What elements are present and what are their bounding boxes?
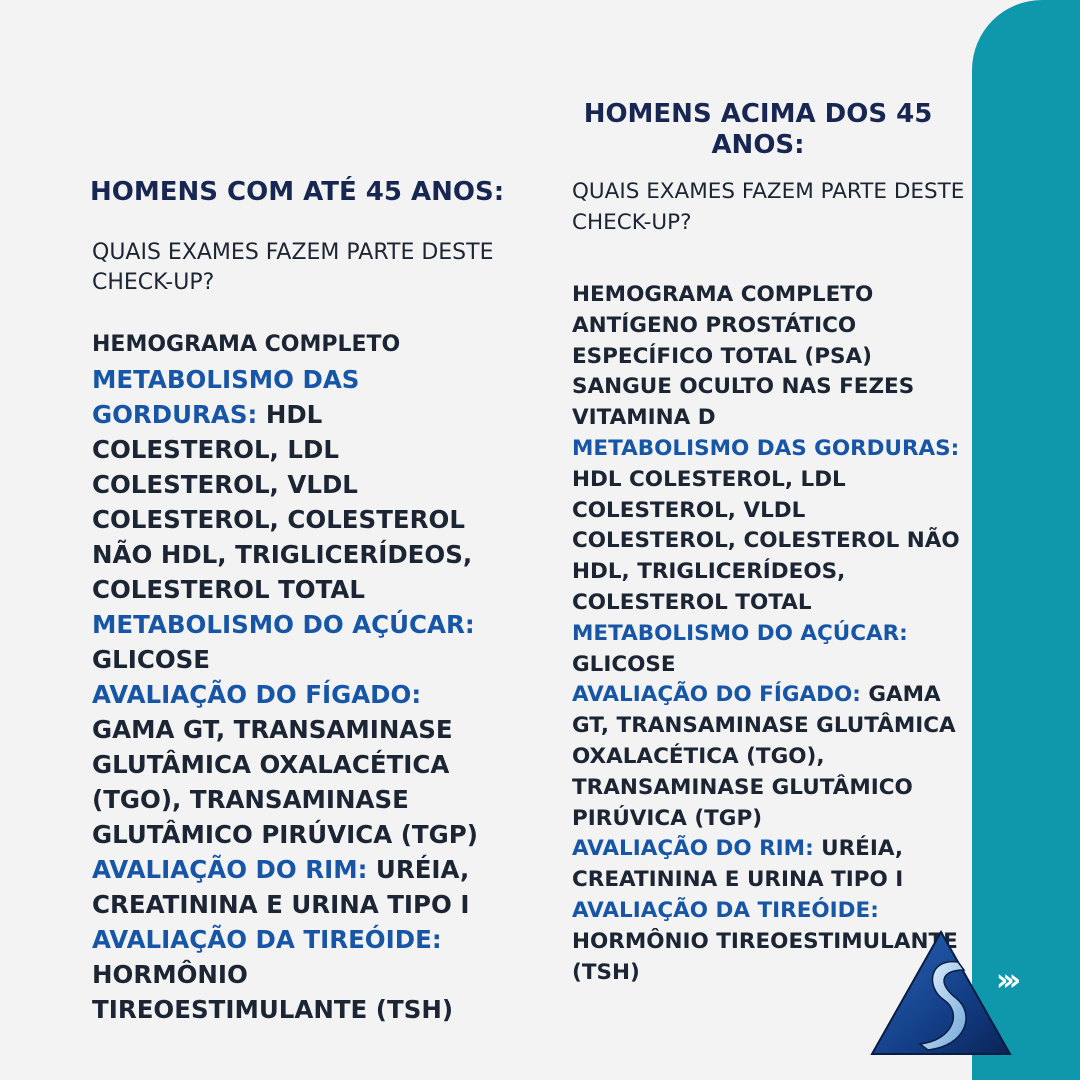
exam-figado: [92, 677, 512, 852]
left-exam-list: [92, 327, 512, 1027]
exam-rim-value: URÉIA, CREATININA E URINA TIPO I: [572, 836, 904, 893]
exam-figado-value: GAMA GT, TRANSAMINASE GLUTÂMICA OXALACÉTICA (TGO), TRANSAMINASE GLUTÂMICO PIRÚVICA (TGP): [92, 715, 478, 849]
exam-vitamina: VITAMINA D: [572, 405, 716, 431]
exam-gorduras-value: HDL COLESTEROL, LDL COLESTEROL, VLDL COLESTEROL, COLESTEROL NÃO HDL, TRIGLICERÍDEOS, COLESTEROL TOTAL: [572, 466, 960, 615]
side-panel: [972, 0, 1080, 1080]
exam-gorduras-value: HDL COLESTEROL, LDL COLESTEROL, VLDL COLESTEROL, COLESTEROL NÃO HDL, TRIGLICERÍDEOS, COLESTEROL TOTAL: [92, 400, 473, 604]
exam-tireoide: [92, 922, 512, 1027]
logo-icon: [868, 928, 1014, 1058]
exam-gorduras: [572, 434, 972, 619]
next-arrows-icon[interactable]: ›››: [996, 963, 1016, 998]
exam-figado-value: GAMA GT, TRANSAMINASE GLUTÂMICA OXALACÉTICA (TGO), TRANSAMINASE GLUTÂMICO PIRÚVICA (TGP): [572, 682, 956, 831]
exam-figado-label: AVALIAÇÃO DO FÍGADO:: [572, 682, 861, 708]
exam-tireoide-value: HORMÔNIO TIREOESTIMULANTE (TSH): [92, 960, 454, 1024]
exam-acucar-label: METABOLISMO DO AÇÚCAR:: [92, 610, 475, 639]
exam-tireoide-label: AVALIAÇÃO DA TIREÓIDE:: [92, 925, 442, 954]
exam-acucar-value: GLICOSE: [572, 651, 676, 677]
exam-rim: [92, 852, 512, 922]
exam-acucar-value: GLICOSE: [92, 645, 211, 674]
exam-gorduras-label: METABOLISMO DAS GORDURAS:: [92, 365, 360, 429]
exam-acucar: [572, 619, 972, 681]
exam-tireoide-label: AVALIAÇÃO DA TIREÓIDE:: [572, 897, 879, 923]
exam-sangue: SANGUE OCULTO NAS FEZES: [572, 374, 915, 400]
exam-figado-label: AVALIAÇÃO DO FÍGADO:: [92, 680, 422, 709]
exam-rim-label: AVALIAÇÃO DO RIM:: [572, 836, 814, 862]
right-exam-list: [572, 280, 972, 988]
exam-rim-label: AVALIAÇÃO DO RIM:: [92, 855, 368, 884]
exam-gorduras: [92, 362, 512, 607]
exam-hemograma: HEMOGRAMA COMPLETO: [572, 282, 874, 307]
right-question: QUAIS EXAMES FAZEM PARTE DESTE CHECK-UP?: [572, 179, 965, 235]
exam-tireoide-value: HORMÔNIO TIREOESTIMULANTE (TSH): [572, 928, 958, 985]
exam-hemograma: HEMOGRAMA COMPLETO: [92, 332, 401, 357]
exam-gorduras-label: METABOLISMO DAS GORDURAS:: [572, 435, 960, 461]
exam-acucar-label: METABOLISMO DO AÇÚCAR:: [572, 620, 908, 646]
left-title: HOMENS COM ATÉ 45 ANOS:: [90, 177, 505, 207]
right-title: HOMENS ACIMA DOS 45 ANOS:: [583, 99, 933, 160]
exam-rim: [572, 834, 972, 896]
exam-figado: [572, 680, 972, 834]
exam-rim-value: URÉIA, CREATININA E URINA TIPO I: [92, 855, 470, 919]
left-question: QUAIS EXAMES FAZEM PARTE DESTE CHECK-UP?: [92, 240, 494, 295]
exam-acucar: [92, 607, 512, 677]
exam-psa: ANTÍGENO PROSTÁTICO ESPECÍFICO TOTAL (PSA): [572, 312, 872, 369]
